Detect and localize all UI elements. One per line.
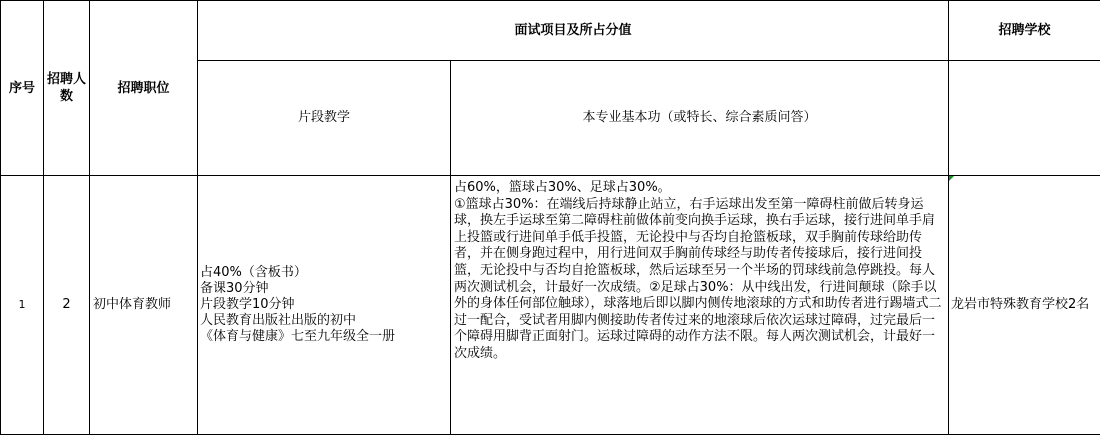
header-position: 招聘职位 bbox=[90, 1, 198, 176]
fragment-line: 备课30分钟 bbox=[200, 281, 269, 296]
header-school-blank bbox=[949, 61, 1100, 176]
requirement-line: 占60%，篮球占30%、足球占30%。 bbox=[454, 180, 671, 195]
header-basic-skill: 本专业基本功（或特长、综合素质问答） bbox=[451, 61, 949, 176]
header-count: 招聘人数 bbox=[44, 1, 90, 176]
requirement-line: ①篮球占30%：在端线后持球静止站立，右手运球出发至第一障碍柱前做后转身运球，换左手运球至第二障碍柱前做体前变向换手运球，换右手运球，接行进间单手肩上投篮或行进间单手低手投篮，无论投中与否均自抢篮板球，双手胸前传球给助传者，并在侧身跑过程中，用行进间双手胸前传球经与助传者传接球后，接行进间投篮，无论投中与否均自抢篮板球，然后运球至另一个半场的罚球线前急停跳投。每人两次测试机会，计最好一次成绩。②足球占30%：从中线出发，行进间颠球（除手以外的身体任何部位触球），球落地后即以脚内侧传地滚球的方式和助传者进行踢墙式二过一配合，受试者用脚内侧接助传者传过来的地滚球后依次运球过障碍，过完最后一个障碍用脚背正面射门。运球过障碍的动作方法不限。每人两次测试机会，计最好一次成绩。 bbox=[454, 196, 942, 361]
header-seq: 序号 bbox=[1, 1, 44, 176]
header-interview-items: 面试项目及所占分值 bbox=[198, 1, 949, 61]
header-school: 招聘学校 bbox=[949, 1, 1100, 61]
cell-comment-marker bbox=[949, 176, 954, 181]
cell-count: 2 bbox=[44, 176, 90, 435]
fragment-line: 片段教学10分钟 bbox=[200, 297, 295, 312]
header-fragment-teaching: 片段教学 bbox=[198, 61, 451, 176]
cell-position: 初中体育教师 bbox=[90, 176, 198, 435]
cell-fragment-teaching bbox=[198, 176, 451, 435]
school-name: 龙岩市特殊教育学校2名 bbox=[951, 297, 1090, 312]
fragment-line: 占40%（含板书） bbox=[200, 265, 307, 280]
fragment-line: 人民教育出版社出版的初中 bbox=[200, 313, 357, 328]
header-row-1 bbox=[1, 1, 1100, 61]
fragment-line: 《体育与健康》七至九年级全一册 bbox=[200, 329, 396, 344]
cell-basic-skill bbox=[451, 176, 949, 435]
cell-school bbox=[949, 176, 1100, 435]
table-row bbox=[1, 176, 1100, 435]
cell-seq: 1 bbox=[1, 176, 44, 435]
